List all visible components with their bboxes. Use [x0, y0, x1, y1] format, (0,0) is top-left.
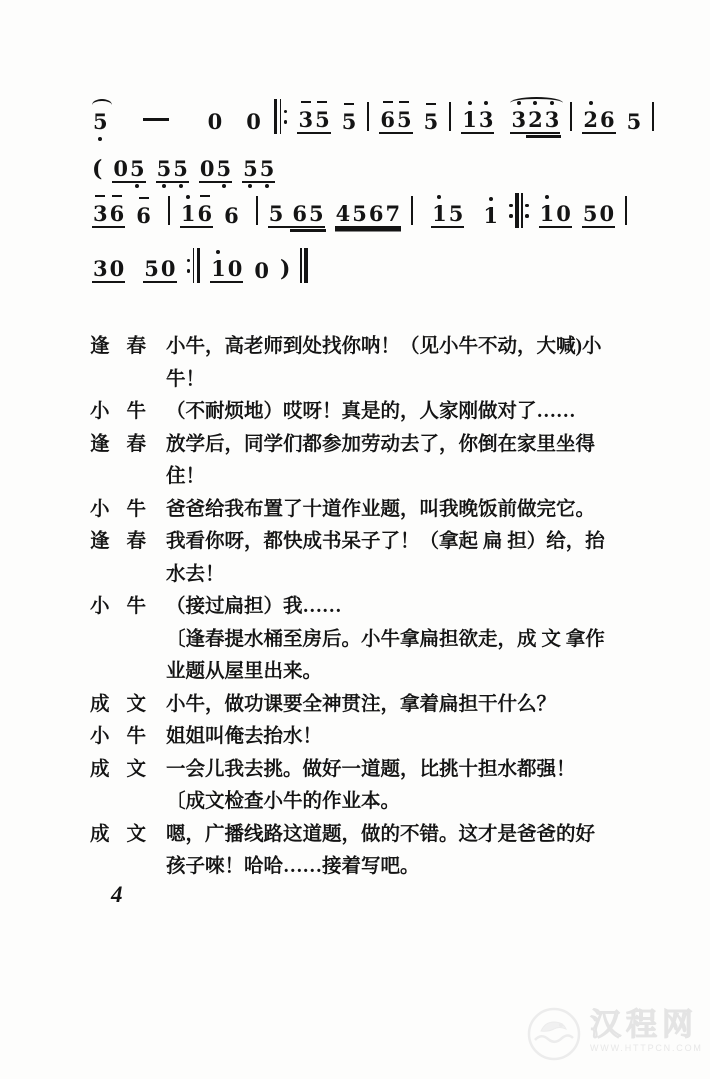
- jianpu-note: 0: [207, 109, 223, 134]
- jianpu-note: 0: [246, 109, 261, 134]
- music-paren: (: [92, 156, 103, 182]
- jianpu-note: 0: [199, 156, 215, 181]
- note-group: [341, 101, 358, 134]
- accent-bar-above: [95, 195, 105, 197]
- barline-stroke: [197, 248, 201, 283]
- speaker-name: 小 牛: [90, 726, 146, 747]
- watermark-logo: [527, 1007, 581, 1061]
- dialogue-entry: [90, 624, 605, 689]
- note-group: [92, 248, 125, 283]
- octave-dot-below: [248, 184, 252, 188]
- note-group: [423, 101, 440, 134]
- octave-dot-below: [265, 184, 269, 188]
- jianpu-note: 2: [527, 99, 544, 130]
- accent-bar-above: [200, 195, 210, 197]
- dialogue-entry: [90, 689, 605, 722]
- jianpu-note: 5: [259, 148, 276, 179]
- note-group: [268, 193, 325, 228]
- jianpu-note: 6: [291, 193, 308, 224]
- note-group: [482, 195, 499, 228]
- dialogue-entry: [90, 331, 605, 396]
- octave-dot-above: [517, 101, 521, 105]
- dialogue-line: 爸爸给我布置了十道作业题，叫我晚饭前做完它。: [166, 498, 596, 520]
- music-paren: ): [279, 256, 291, 282]
- jianpu-note: 6: [224, 203, 239, 228]
- dialogue-line: 我看你呀，都快成书呆子了！（拿起 扁 担）给，抬: [166, 531, 605, 552]
- note-group: [582, 99, 615, 134]
- dialogue-script: [90, 331, 605, 884]
- jianpu-note: 3: [478, 99, 495, 130]
- note-group: [143, 248, 176, 283]
- speaker-name: 成 文: [90, 693, 146, 715]
- jianpu-note: 3: [92, 193, 109, 224]
- dialogue-line: 住！: [166, 466, 206, 487]
- jianpu-note: 5: [396, 99, 413, 130]
- music-line: [92, 148, 654, 183]
- accent-bar-above: [112, 195, 122, 197]
- music-line: [92, 248, 654, 283]
- note-group: [92, 193, 125, 228]
- dialogue-lines: [166, 396, 576, 429]
- jianpu-note: 1: [180, 193, 197, 224]
- jianpu-note: 6: [368, 201, 384, 226]
- octave-dot-above: [533, 101, 537, 105]
- barline: [570, 102, 572, 131]
- octave-dot-below: [135, 184, 139, 188]
- dialogue-lines: [166, 494, 595, 527]
- jianpu-note: 5: [352, 201, 367, 226]
- octave-dot-below: [98, 137, 102, 141]
- barline-stroke: [515, 193, 519, 228]
- jianpu-note: 0: [599, 201, 615, 226]
- jianpu-note: 5: [144, 256, 159, 281]
- octave-dot-above: [545, 195, 549, 199]
- octave-dot-above: [216, 250, 220, 254]
- repeat-open-sign: [274, 99, 288, 134]
- jianpu-note: 6: [135, 195, 152, 226]
- speaker-name: 成 文: [90, 758, 146, 780]
- barline: [652, 102, 654, 131]
- octave-dot-below: [162, 184, 166, 188]
- jianpu-note: 1: [482, 195, 499, 226]
- jianpu-note: 5: [448, 201, 464, 226]
- jianpu-note: 1: [210, 248, 227, 279]
- jianpu-note: 5: [242, 148, 259, 179]
- dialogue-entry: [90, 494, 605, 527]
- jianpu-note: 1: [461, 99, 478, 130]
- dialogue-entry: [90, 819, 605, 884]
- octave-dot-above: [484, 101, 488, 105]
- jianpu-note: 5: [314, 99, 331, 130]
- repeat-dots: [187, 248, 191, 283]
- barline-stroke: [274, 99, 278, 134]
- dialogue-lines: [166, 624, 605, 689]
- barline-stroke: [304, 248, 308, 283]
- barline: [411, 196, 413, 225]
- duration-dash: [143, 118, 169, 121]
- speaker-name: 逢 春: [90, 336, 146, 357]
- note-group: [461, 99, 494, 134]
- jianpu-note: 4: [335, 201, 351, 226]
- jianpu-note: 5: [308, 193, 325, 224]
- dialogue-lines: [166, 786, 400, 819]
- dialogue-line: 孩子唻！哈哈……接着写吧。: [166, 856, 420, 877]
- barline: [168, 196, 170, 225]
- note-group: [156, 148, 189, 183]
- barline-stroke: [193, 248, 195, 283]
- note-group: [539, 193, 572, 228]
- note-group: [135, 195, 152, 228]
- barline-stroke: [521, 193, 523, 228]
- jianpu-note: 5: [423, 101, 440, 132]
- dialogue-line: 〔逢春提水桶至房后。小牛拿扁担欲走，成 文 拿作: [166, 628, 605, 650]
- octave-dot-above: [468, 101, 472, 105]
- watermark-url: WWW.HTTPCN.COM: [590, 1043, 703, 1053]
- dialogue-line: （不耐烦地）哎呀！真是的，人家刚做对了……: [166, 401, 576, 422]
- dialogue-line: 〔成文检查小牛的作业本。: [166, 791, 401, 812]
- jianpu-note: 3: [297, 99, 314, 130]
- jianpu-note: 5: [268, 201, 284, 226]
- note-group: [242, 148, 275, 183]
- final-barline: [300, 248, 308, 283]
- speaker-name: 小 牛: [90, 596, 146, 617]
- accent-bar-above: [426, 103, 436, 105]
- dialogue-line: 一会儿我去挑。做好一道题，比挑十担水都强！: [166, 758, 576, 780]
- note-group: [207, 101, 224, 134]
- octave-dot-above: [589, 101, 593, 105]
- barline: [625, 196, 627, 225]
- repeat-both-sign: [509, 193, 529, 228]
- music-notation: [92, 99, 654, 283]
- watermark-brand: 汉程网: [590, 1007, 698, 1042]
- jianpu-note: 5: [341, 101, 358, 132]
- note-group: [510, 99, 560, 134]
- jianpu-note: 0: [113, 156, 129, 181]
- octave-dot-below: [179, 184, 183, 188]
- dialogue-entry: [90, 721, 605, 754]
- note-group: [245, 101, 262, 134]
- note-group: [335, 193, 402, 228]
- dialogue-line: 小牛，高老师到处找你呐！（见小牛不动，大喊)小: [166, 336, 602, 357]
- jianpu-note: 0: [160, 256, 176, 281]
- dialogue-entry: [90, 754, 605, 787]
- music-line: [92, 99, 654, 134]
- jianpu-note: 5: [129, 148, 146, 179]
- octave-dot-above: [550, 101, 554, 105]
- jianpu-note: 5: [92, 101, 109, 132]
- dialogue-line: 水去！: [166, 563, 225, 585]
- note-group: [223, 195, 240, 228]
- repeat-dots: [509, 193, 513, 228]
- jianpu-note: 0: [109, 256, 125, 281]
- jianpu-note: 3: [510, 99, 527, 130]
- accent-bar-above: [301, 101, 311, 103]
- note-group: [199, 148, 232, 183]
- jianpu-note: 5: [582, 201, 598, 226]
- music-line: [92, 193, 654, 228]
- dialogue-entry: [90, 396, 605, 429]
- accent-bar-above: [383, 101, 393, 103]
- speaker-name: 小 牛: [90, 498, 146, 520]
- jianpu-note: 6: [109, 193, 126, 224]
- jianpu-note: 0: [227, 256, 243, 281]
- octave-dot-above: [437, 195, 441, 199]
- dialogue-lines: [166, 526, 605, 591]
- note-group: [626, 101, 643, 134]
- watermark: [527, 1007, 703, 1061]
- barline: [256, 196, 258, 225]
- barline: [367, 102, 369, 131]
- dialogue-entry: [90, 526, 605, 591]
- jianpu-note: 6: [379, 99, 396, 130]
- octave-dot-above: [489, 197, 493, 201]
- dialogue-lines: [166, 429, 595, 494]
- jianpu-note: 5: [172, 148, 189, 179]
- octave-dot-above: [186, 195, 190, 199]
- accent-bar-above: [317, 101, 327, 103]
- note-group: [297, 99, 330, 134]
- barline-stroke: [300, 248, 302, 283]
- speaker-name: 逢 春: [90, 433, 146, 455]
- dialogue-line: 牛！: [166, 368, 206, 390]
- dialogue-lines: [166, 721, 322, 754]
- note-group: [253, 250, 270, 283]
- page-number: 4: [111, 882, 123, 907]
- jianpu-note: 0: [254, 258, 269, 283]
- dialogue-entry: [90, 786, 605, 819]
- dialogue-entry: [90, 429, 605, 494]
- dialogue-line: （接过扁担）我……: [166, 596, 342, 617]
- note-group: [582, 193, 615, 228]
- dialogue-line: 姐姐叫俺去抬水！: [166, 726, 323, 747]
- jianpu-note: 5: [626, 109, 642, 134]
- note-group: [379, 99, 412, 134]
- repeat-close-sign: [187, 248, 201, 283]
- jianpu-note: 2: [582, 99, 599, 130]
- note-group: [112, 148, 145, 183]
- note-group: [210, 248, 243, 283]
- note-group: [180, 193, 213, 228]
- octave-dot-below: [222, 184, 226, 188]
- jianpu-note: 7: [385, 201, 401, 226]
- jianpu-note: 3: [93, 256, 108, 281]
- repeat-dots: [525, 193, 529, 228]
- jianpu-note: 0: [556, 201, 571, 226]
- note-group: [92, 101, 109, 134]
- jianpu-note: 5: [216, 148, 233, 179]
- dialogue-lines: [166, 331, 602, 396]
- jianpu-note: 6: [197, 193, 214, 224]
- speaker-name: 成 文: [90, 823, 146, 845]
- dialogue-lines: [166, 754, 576, 787]
- jianpu-note: 6: [599, 107, 615, 132]
- accent-bar-above: [344, 103, 354, 105]
- jianpu-note: 1: [431, 193, 448, 224]
- dialogue-entry: [90, 591, 605, 624]
- barline-stroke: [280, 99, 282, 134]
- jianpu-note: 3: [544, 99, 561, 130]
- dialogue-lines: [166, 819, 595, 884]
- dialogue-lines: [166, 689, 556, 722]
- dialogue-line: 嗯，广播线路这道题，做的不错。这才是爸爸的好: [166, 823, 596, 845]
- accent-bar-above: [399, 101, 409, 103]
- barline: [449, 102, 451, 131]
- jianpu-note: 5: [156, 148, 173, 179]
- accent-bar-above: [139, 197, 149, 199]
- dialogue-lines: [166, 591, 342, 624]
- dialogue-line: 业题从屋里出来。: [166, 661, 323, 682]
- speaker-name: 小 牛: [90, 401, 146, 422]
- speaker-name: 逢 春: [90, 531, 146, 552]
- dialogue-line: 小牛，做功课要全神贯注，拿着扁担干什么？: [166, 693, 557, 715]
- repeat-dots: [284, 99, 288, 134]
- dialogue-line: 放学后，同学们都参加劳动去了，你倒在家里坐得: [166, 433, 596, 455]
- jianpu-note: 1: [539, 193, 556, 224]
- note-group: [431, 193, 464, 228]
